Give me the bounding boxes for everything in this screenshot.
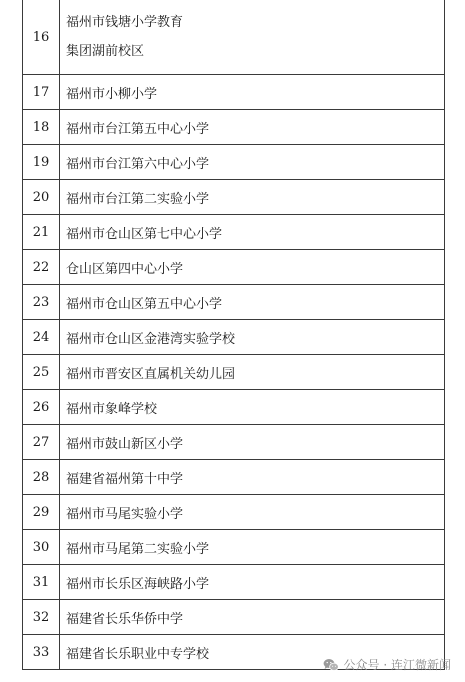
school-name: 福州市马尾第二实验小学 [60,530,445,565]
table-row [23,285,445,320]
school-name-line: 福州市钱塘小学教育 [66,15,184,30]
school-name: 福建省长乐华侨中学 [60,600,445,635]
school-name: 福建省福州第十中学 [60,460,445,495]
row-number: 21 [23,215,60,250]
school-name: 福州市象峰学校 [60,390,445,425]
table-row [23,565,445,600]
school-name: 福州市晋安区直属机关幼儿园 [60,355,445,390]
table-row [23,110,445,145]
table-row [23,145,445,180]
school-name: 福州市仓山区第七中心小学 [60,215,445,250]
row-number: 24 [23,320,60,355]
row-number: 23 [23,285,60,320]
table-row [23,75,445,110]
table-row [23,495,445,530]
watermark-text: 公众号 · 连江微新闻 [343,658,451,672]
table-row [23,215,445,250]
row-number: 33 [23,635,60,670]
table-row [23,530,445,565]
row-number: 17 [23,75,60,110]
row-number: 31 [23,565,60,600]
school-name: 福州市台江第六中心小学 [60,145,445,180]
school-name: 福州市台江第五中心小学 [60,110,445,145]
school-name: 福州市小柳小学 [60,75,445,110]
table-row [23,250,445,285]
table-row [23,600,445,635]
school-list-table [22,0,445,670]
school-name: 仓山区第四中心小学 [60,250,445,285]
table-row [23,390,445,425]
row-number: 29 [23,495,60,530]
school-name: 福建省长乐职业中专学校 [60,635,445,670]
school-name: 福州市仓山区金港湾实验学校 [60,320,445,355]
school-name: 福州市仓山区第五中心小学 [60,285,445,320]
row-number: 32 [23,600,60,635]
row-number: 19 [23,145,60,180]
school-name: 福州市鼓山新区小学 [60,425,445,460]
row-number: 22 [23,250,60,285]
table-row [23,425,445,460]
row-number: 30 [23,530,60,565]
wechat-icon [323,658,339,672]
table-row [23,320,445,355]
row-number: 20 [23,180,60,215]
row-number: 16 [23,0,60,75]
table-row [23,460,445,495]
school-name: 福州市台江第二实验小学 [60,180,445,215]
row-number: 18 [23,110,60,145]
school-name: 福州市马尾实验小学 [60,495,445,530]
school-name: 福州市长乐区海峡路小学 [60,565,445,600]
table-row [23,0,445,75]
row-number: 27 [23,425,60,460]
watermark [323,656,451,673]
school-name-line: 集团湖前校区 [66,44,145,59]
table-row [23,180,445,215]
table-row [23,355,445,390]
row-number: 28 [23,460,60,495]
row-number: 25 [23,355,60,390]
row-number: 26 [23,390,60,425]
school-name [60,0,445,75]
